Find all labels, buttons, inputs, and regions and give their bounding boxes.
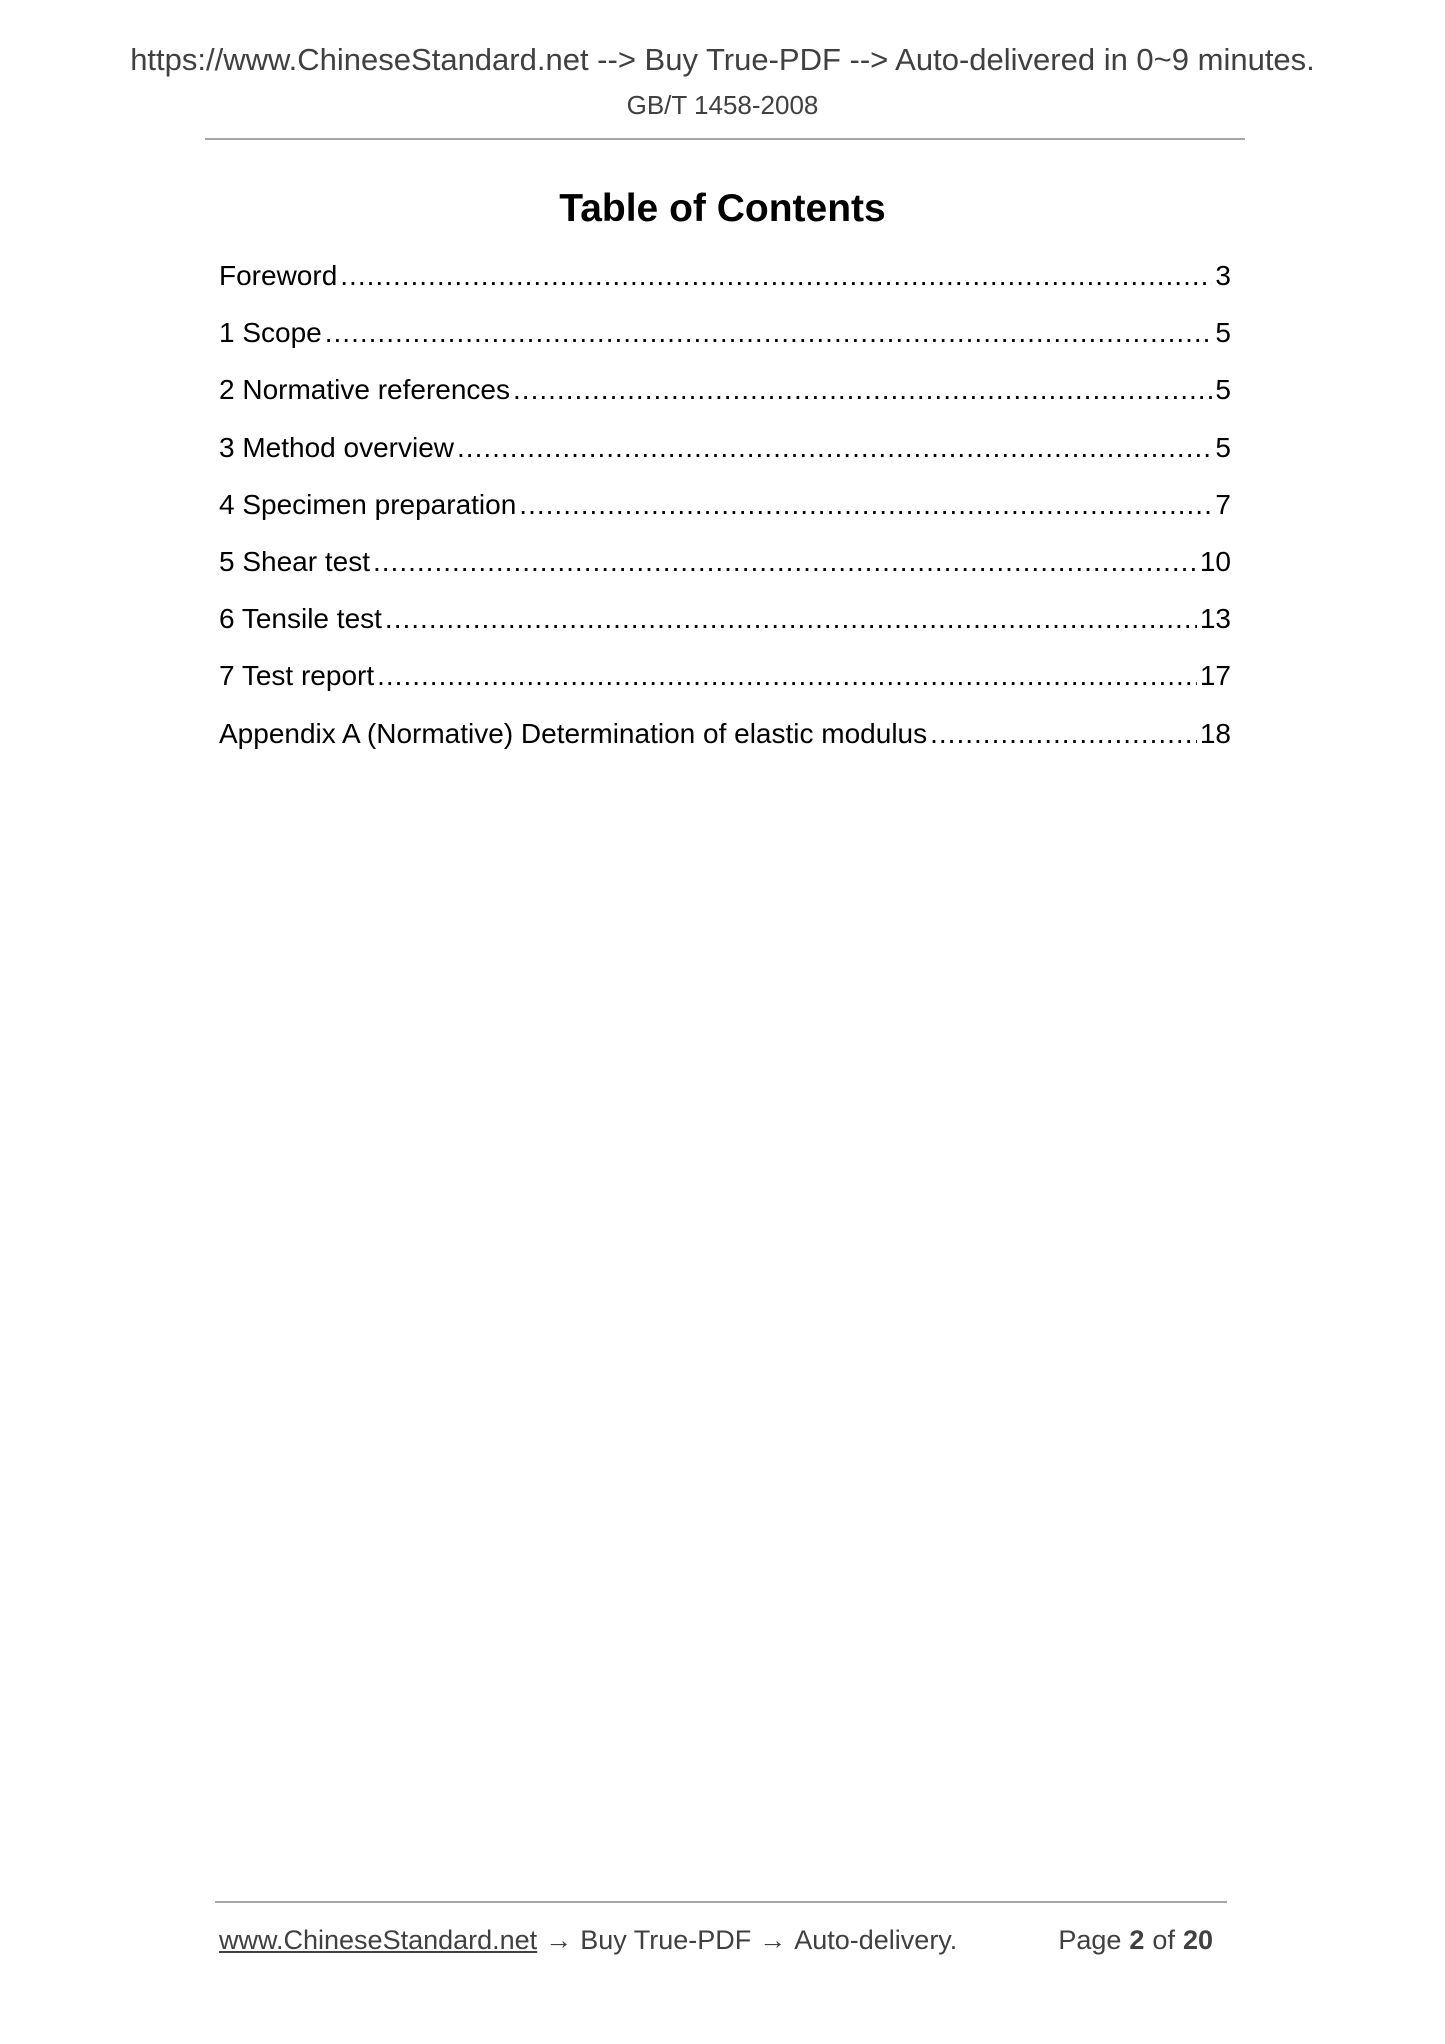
- toc-entry-normative-references[interactable]: [219, 370, 1231, 427]
- toc-entry-foreword[interactable]: [219, 256, 1231, 313]
- page-indicator: [1058, 1920, 1221, 1960]
- toc-entry-page: 5: [1215, 431, 1231, 463]
- toc-entry-method-overview[interactable]: [219, 428, 1231, 485]
- arrow-right-icon: →: [759, 1925, 787, 1955]
- of-word: of: [1152, 1925, 1175, 1955]
- footer-delivery-text: Auto-delivery.: [794, 1925, 958, 1955]
- site-link[interactable]: www.ChineseStandard.net: [219, 1925, 538, 1955]
- toc-entry-page: 3: [1215, 260, 1231, 291]
- document-code: GB/T 1458-2008: [626, 90, 819, 120]
- toc-dot-leader: [377, 656, 1197, 696]
- toc-dot-leader: [385, 599, 1197, 639]
- toc-entry-label: Appendix A (Normative) Determination of elastic modulus: [219, 717, 928, 749]
- toc-entry-page: 13: [1199, 603, 1231, 635]
- toc-entry-page: 5: [1215, 374, 1231, 406]
- page-footer: [219, 1920, 1231, 1960]
- toc-entry-specimen-preparation[interactable]: [219, 485, 1231, 542]
- toc-entry-page: 5: [1215, 317, 1231, 349]
- toc-entry-page: 7: [1215, 488, 1231, 520]
- page-word: Page: [1058, 1925, 1122, 1955]
- toc-dot-leader: [340, 256, 1212, 296]
- toc-entry-page: 10: [1199, 545, 1231, 577]
- toc-entry-tensile-test[interactable]: [219, 599, 1231, 656]
- toc-title: Table of Contents: [559, 187, 886, 230]
- toc-entry-appendix-a[interactable]: [219, 714, 1231, 771]
- toc-entry-page: 17: [1199, 660, 1231, 692]
- toc-entry-label: 1 Scope: [219, 317, 322, 349]
- toc-entry-test-report[interactable]: [219, 656, 1231, 713]
- toc-dot-leader: [513, 370, 1212, 410]
- toc-entry-page: 18: [1199, 717, 1231, 749]
- toc-dot-leader: [325, 313, 1213, 353]
- toc-dot-leader: [457, 428, 1212, 468]
- toc-list: [219, 256, 1231, 771]
- footer-promo: [219, 1920, 957, 1960]
- toc-entry-label: 7 Test report: [219, 660, 375, 692]
- current-page-number: 2: [1129, 1925, 1145, 1955]
- toc-entry-label: 2 Normative references: [219, 374, 511, 406]
- toc-entry-label: 6 Tensile test: [219, 603, 382, 635]
- footer-buy-text: Buy True-PDF: [580, 1925, 752, 1955]
- toc-entry-label: 3 Method overview: [219, 431, 455, 463]
- toc-dot-leader: [373, 542, 1197, 582]
- toc-entry-shear-test[interactable]: [219, 542, 1231, 599]
- footer-divider: [215, 1901, 1227, 1903]
- top-banner: https://www.ChineseStandard.net --> Buy True-PDF --> Auto-delivered in 0~9 minutes.: [130, 42, 1315, 77]
- toc-dot-leader: [519, 485, 1212, 525]
- toc-dot-leader: [930, 714, 1197, 754]
- total-page-count: 20: [1182, 1925, 1213, 1955]
- arrow-right-icon: →: [545, 1925, 573, 1955]
- toc-entry-label: 4 Specimen preparation: [219, 488, 517, 520]
- header-divider: [205, 138, 1245, 140]
- toc-entry-scope[interactable]: [219, 313, 1231, 370]
- toc-entry-label: 5 Shear test: [219, 545, 370, 577]
- toc-entry-label: Foreword: [219, 260, 338, 291]
